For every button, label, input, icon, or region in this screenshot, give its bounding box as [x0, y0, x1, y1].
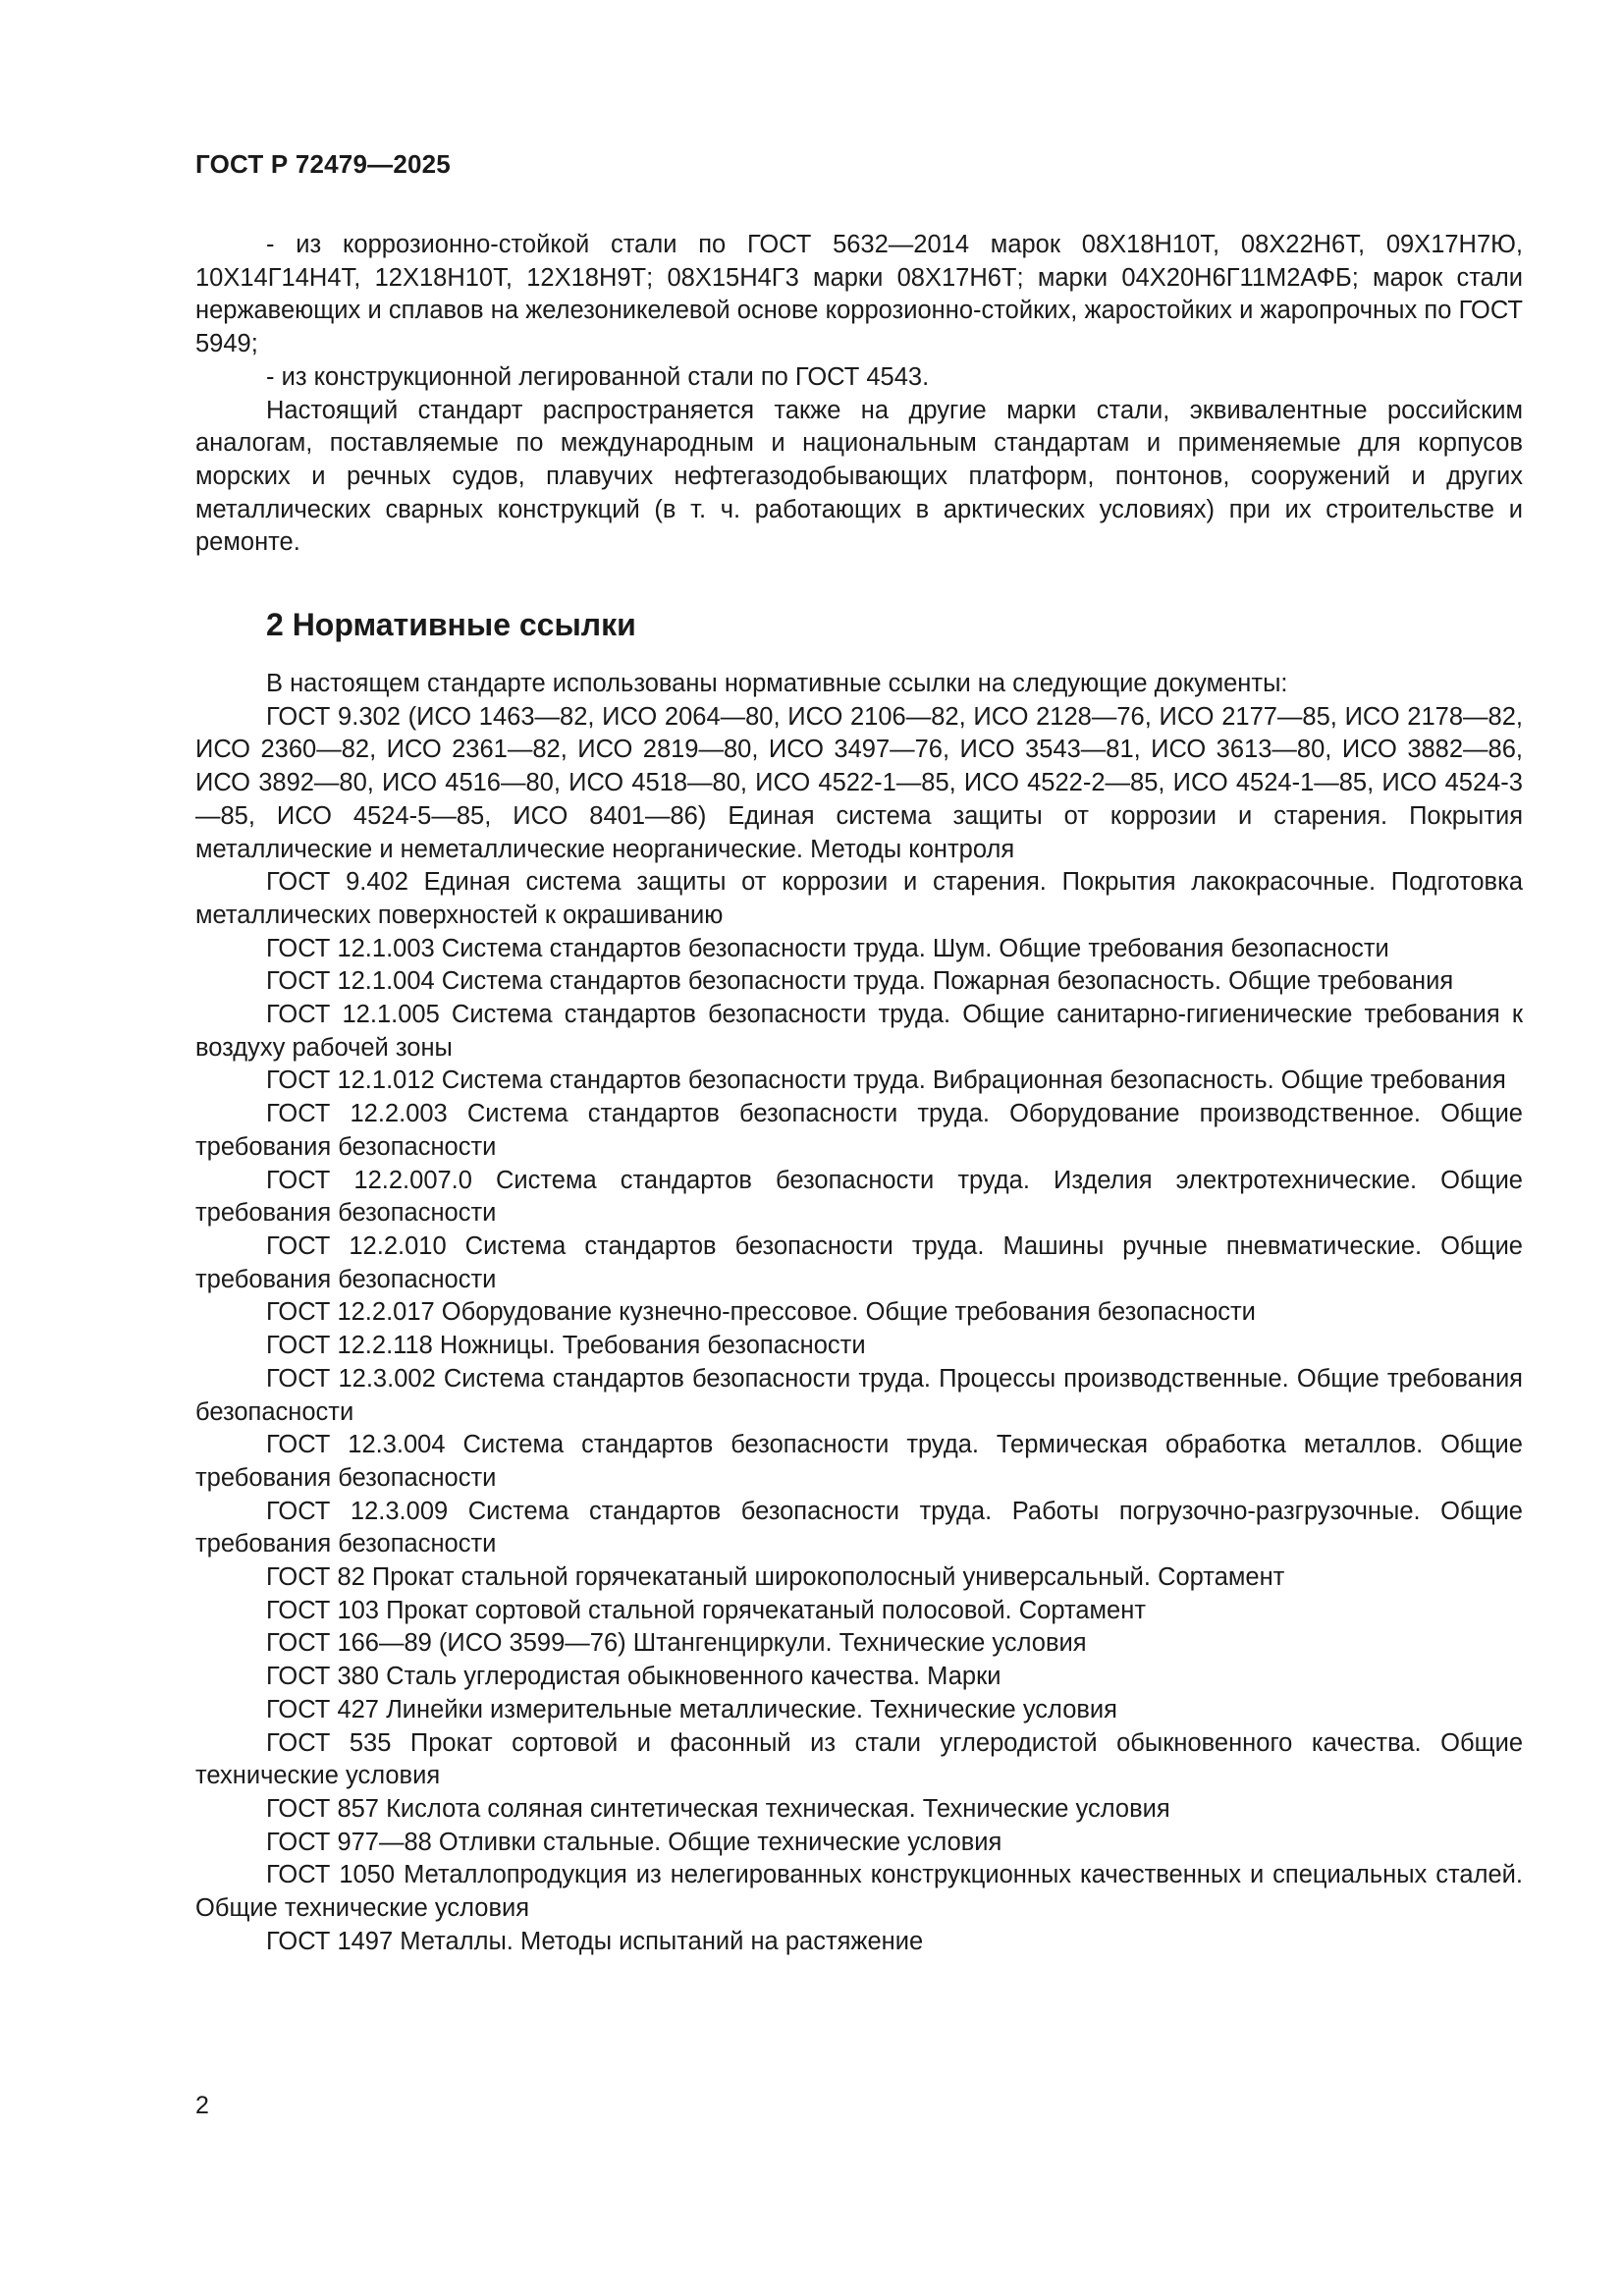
reference-item: ГОСТ 12.1.004 Система стандартов безопасности труда. Пожарная безопасность. Общие требования: [266, 967, 1454, 996]
reference-item: ГОСТ 12.1.012 Система стандартов безопасности труда. Вибрационная безопасность. Общие требования: [266, 1066, 1506, 1095]
reference-item: ГОСТ 12.2.003 Система стандартов безопасности труда. Оборудование производственное. Общие требования безопасности: [195, 1100, 1523, 1161]
reference-item: ГОСТ 12.2.010 Система стандартов безопасности труда. Машины ручные пневматические. Общие требования безопасности: [195, 1231, 1523, 1293]
reference-item: ГОСТ 427 Линейки измерительные металлические. Технические условия: [266, 1695, 1117, 1723]
reference-item: ГОСТ 12.1.003 Система стандартов безопасности труда. Шум. Общие требования безопасности: [266, 934, 1389, 962]
reference-item: ГОСТ 103 Прокат сортовой стальной горячекатаный полосовой. Сортамент: [266, 1596, 1146, 1624]
reference-item: ГОСТ 380 Сталь углеродистая обыкновенного качества. Марки: [266, 1663, 1001, 1691]
reference-item: ГОСТ 977—88 Отливки стальные. Общие технические условия: [266, 1828, 1002, 1856]
reference-item: ГОСТ 535 Прокат сортовой и фасонный из стали углеродистой обыкновенного качества. Общие технические условия: [195, 1728, 1523, 1790]
intro-block: [195, 229, 1523, 560]
reference-item: ГОСТ 12.3.009 Система стандартов безопасности труда. Работы погрузочно-разгрузочные. Общие требования безопасности: [195, 1497, 1523, 1558]
reference-item: ГОСТ 12.1.005 Система стандартов безопасности труда. Общие санитарно-гигиенические требования к воздуху рабочей зоны: [195, 1001, 1523, 1062]
reference-item: ГОСТ 9.402 Единая система защиты от коррозии и старения. Покрытия лакокрасочные. Подготовка металлических поверхностей к окрашиванию: [195, 868, 1523, 929]
reference-item: ГОСТ 12.3.004 Система стандартов безопасности труда. Термическая обработка металлов. Общие требования безопасности: [195, 1431, 1523, 1492]
paragraph: В настоящем стандарте использованы нормативные ссылки на следующие документы:: [266, 670, 1288, 698]
reference-item: ГОСТ 82 Прокат стальной горячекатаный широкополосный универсальный. Сортамент: [266, 1563, 1285, 1592]
page-number: 2: [195, 2092, 209, 2119]
document-header: ГОСТ Р 72479—2025: [195, 149, 451, 179]
reference-item: ГОСТ 12.3.002 Система стандартов безопасности труда. Процессы производственные. Общие требования безопасности: [195, 1364, 1523, 1426]
reference-item: ГОСТ 1497 Металлы. Методы испытаний на растяжение: [266, 1927, 924, 1955]
reference-item: ГОСТ 12.2.017 Оборудование кузнечно-прессовое. Общие требования безопасности: [266, 1298, 1256, 1327]
reference-item: ГОСТ 1050 Металлопродукция из нелегированных конструкционных качественных и специальных сталей. Общие технические условия: [195, 1861, 1523, 1923]
reference-item: ГОСТ 12.2.118 Ножницы. Требования безопасности: [266, 1332, 866, 1360]
paragraph: - из коррозионно-стойкой стали по ГОСТ 5632—2014 марок 08Х18Н10Т, 08Х22Н6Т, 09Х17Н7Ю, 10Х14Г14Н4Т, 12Х18Н10Т, 12Х18Н9Т; 08Х15Н4Г3 марки 08Х17Н6Т; марки 04Х20Н6Г11М2АФБ; марок стали нержавеющих и сплавов на железоникелевой основе коррозионно-стойких, жаростойких и жаропрочных по ГОСТ 5949;: [195, 231, 1523, 358]
references-list: [195, 668, 1523, 1958]
reference-item: ГОСТ 857 Кислота соляная синтетическая техническая. Технические условия: [266, 1794, 1170, 1823]
section-heading: 2 Нормативные ссылки: [266, 607, 636, 643]
reference-item: ГОСТ 166—89 (ИСО 3599—76) Штангенциркули. Технические условия: [266, 1629, 1087, 1658]
reference-item: ГОСТ 9.302 (ИСО 1463—82, ИСО 2064—80, ИСО 2106—82, ИСО 2128—76, ИСО 2177—85, ИСО 2178—82, ИСО 2360—82, ИСО 2361—82, ИСО 2819—80, ИСО 3497—76, ИСО 3543—81, ИСО 3613—80, ИСО 3882—86, ИСО 3892—80, ИСО 4516—80, ИСО 4518—80, ИСО 4522-1—85, ИСО 4522-2—85, ИСО 4524-1—85, ИСО 4524-3—85, ИСО 4524-5—85, ИСО 8401—86) Единая система защиты от коррозии и старения. Покрытия металлические и неметаллические неорганические. Методы контроля: [195, 702, 1523, 863]
paragraph: - из конструкционной легированной стали по ГОСТ 4543.: [266, 362, 930, 391]
paragraph: Настоящий стандарт распространяется также на другие марки стали, эквивалентные российским аналогам, поставляемые по международным и национальным стандартам и применяемые для корпусов морских и речных судов, плавучих нефтегазодобывающих платформ, понтонов, сооружений и других металлических сварных конструкций (в т. ч. работающих в арктических условиях) при их строительстве и ремонте.: [195, 396, 1523, 557]
reference-item: ГОСТ 12.2.007.0 Система стандартов безопасности труда. Изделия электротехнические. Общие требования безопасности: [195, 1166, 1523, 1228]
page-content: [195, 229, 1523, 1958]
